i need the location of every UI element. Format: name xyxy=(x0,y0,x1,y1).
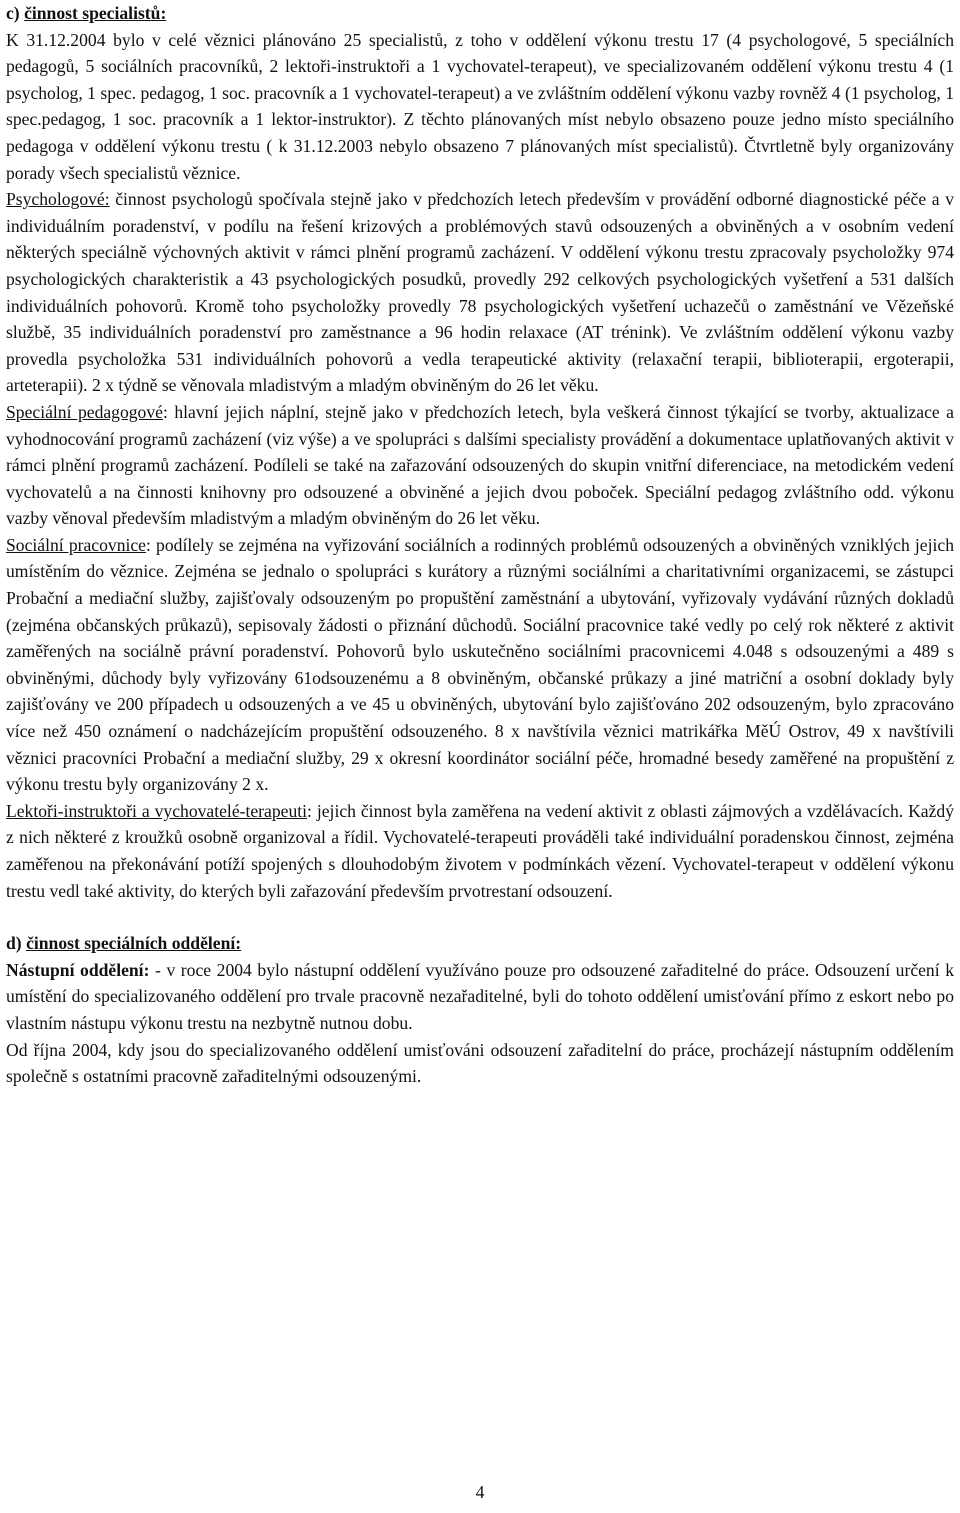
pedagogove-text: : hlavní jejich náplní, stejně jako v předchozích letech, byla veškerá činnost týkající se tvorby, aktualizace a vyhodnocování programů zacházení (viz výše) a ve spolupráci s dalšími specialisty provádění a dokumentace uplatňovaných aktivit v rámci plnění programů zacházení. Podíleli se také na zařazování odsouzených do skupin vnitřní diferenciace, na metodickém vedení vychovatelů a na činnosti knihovny pro odsouzené a obviněné a jejich dvou poboček. Speciální pedagog zvláštního odd. výkonu vazby věnoval především mladistvým a mladým obviněným do 26 let věku. xyxy=(6,401,954,529)
page-number: 4 xyxy=(475,1482,485,1502)
section-spacer xyxy=(6,904,954,930)
socialni-text: : podílely se zejména na vyřizování sociálních a rodinných problémů odsouzených a obviněných vzniklých jejich umístěním do věznice. Zejména se jednalo o spolupráci s kurátory a různými sociálními a charitativními organizacemi, se zástupci Probační a mediační služby, zajišťovaly odsouzeným po propuštění zaměstnání a ubytování, vyřizovaly vydávání různých dokladů (zejména občanských průkazů), sepisovaly žádosti o přiznání důchodů. Sociální pracovnice také vedly po celý rok některé z aktivit zaměřených na sociálně právní poradenství. Pohovorů bylo uskutečněno sociálními pracovnicemi 4.048 s odsouzenými a 489 s obviněnými, důchody byly vyřizovány 61odsouzenému a 8 obviněným, občanské průkazy a jiné matriční a osobní doklady byly zajišťovány ve 200 případech u odsouzených a ve 45 u obviněných, ubytování bylo zajišťováno 202 odsouzeným, bylo zpracováno více než 450 oznámení o nadcházejícím propuštění odsouzeného. 8 x navštívila věznici matrikářka MěÚ Ostrov, 49 x navštívili věznici pracovníci Probační a mediační služby, 29 x okresní koordinátor sociální péče, hromadné besedy zaměřené na propuštění z výkonu trestu byly organizovány 2 x. xyxy=(6,534,954,795)
nastupni-paragraph xyxy=(6,957,954,1037)
pedagogove-paragraph xyxy=(6,399,954,532)
lektori-paragraph xyxy=(6,798,954,904)
section-c-heading xyxy=(6,0,954,27)
section-d-heading xyxy=(6,930,954,957)
psychologove-label: Psychologové: xyxy=(6,189,110,210)
document-page xyxy=(6,0,954,1090)
nastupni-label: Nástupní oddělení: xyxy=(6,959,150,980)
nastupni-text: - v roce 2004 bylo nástupní oddělení využíváno pouze pro odsouzené zařaditelné do práce. Odsouzení určení k umístění do specializovaného oddělení pro trvale pracovně nezařaditelné, byli do tohoto oddělení umisťování přímo z eskort nebo po vlastním nástupu výkonu trestu na nezbytně nutnou dobu. xyxy=(6,959,954,1033)
socialni-label: Sociální pracovnice xyxy=(6,534,146,555)
section-c-title: činnost specialistů: xyxy=(24,3,167,23)
rijen-paragraph: Od října 2004, kdy jsou do specializovaného oddělení umisťováni odsouzení zařaditelní do práce, procházejí nástupním oddělením společně s ostatními pracovně zařaditelnými odsouzenými. xyxy=(6,1039,954,1087)
psychologove-text: činnost psychologů spočívala stejně jako v předchozích letech především v provádění odborné diagnostické péče a v individuálním poradenství, v podílu na řešení krizových a problémových stavů odsouzených a obviněných a v osobním vedení některých speciálně výchovných aktivit v rámci plnění programů zacházení. V oddělení výkonu trestu zpracovaly psycholožky 974 psychologických charakteristik a 43 psychologických posudků, provedly 292 celkových psychologických vyšetření a 531 dalších individuálních pohovorů. Kromě toho psycholožky provedly 78 psychologických vyšetření uchazečů o zaměstnání ve Vězeňské službě, 35 individuálních poradenství pro zaměstnance a 96 hodin relaxace (AT trénink). Ve zvláštním oddělení výkonu vazby provedla psycholožka 531 individuálních pohovorů a vedla terapeutické aktivity (relaxační terapii, biblioterapii, ergoterapii, arteterapii). 2 x týdně se věnovala mladistvým a mladým obviněným do 26 let věku. xyxy=(6,189,954,396)
section-d-label: d) xyxy=(6,933,22,954)
section-c-intro-paragraph: K 31.12.2004 bylo v celé věznici plánováno 25 specialistů, z toho v oddělení výkonu trestu 17 (4 psychologové, 5 speciálních pedagogů, 5 sociálních pracovníků, 2 lektoři-instruktoři a 1 vychovatel-terapeut), ve specializovaném oddělení výkonu trestu 4 (1 psycholog, 1 spec. pedagog, 1 soc. pracovník a 1 vychovatel-terapeut) a ve zvláštním oddělení výkonu vazby rovněž 4 (1 psycholog, 1 spec.pedagog, 1 soc. pracovník a 1 lektor-instruktor). Z těchto plánovaných míst nebylo obsazeno pouze jedno místo speciálního pedagoga v oddělení výkonu trestu ( k 31.12.2003 nebylo obsazeno 7 plánovaných míst specialistů). Čtvrtletně byly organizovány porady všech specialistů věznice. xyxy=(6,29,954,183)
pedagogove-label: Speciální pedagogové xyxy=(6,401,163,422)
section-c-label: c) xyxy=(6,3,20,23)
psychologove-paragraph xyxy=(6,186,954,399)
lektori-text: : jejich činnost byla zaměřena na vedení aktivit z oblasti zájmových a vzdělávacích. Každý z nich některé z kroužků osobně organizoval a řídil. Vychovatelé-terapeuti prováděli také individuální poradenskou činnost, zejména zaměřenou na překonávání potíží spojených s dlouhodobým životem v podmínkách vězení. Vychovatel-terapeut v oddělení výkonu trestu vedl také aktivity, do kterých byli zařazování především prvotrestaní odsouzení. xyxy=(6,800,954,901)
section-d-title: činnost speciálních oddělení: xyxy=(26,933,242,954)
lektori-label: Lektoři-instruktoři a vychovatelé-terapeuti xyxy=(6,800,308,821)
socialni-paragraph xyxy=(6,532,954,798)
